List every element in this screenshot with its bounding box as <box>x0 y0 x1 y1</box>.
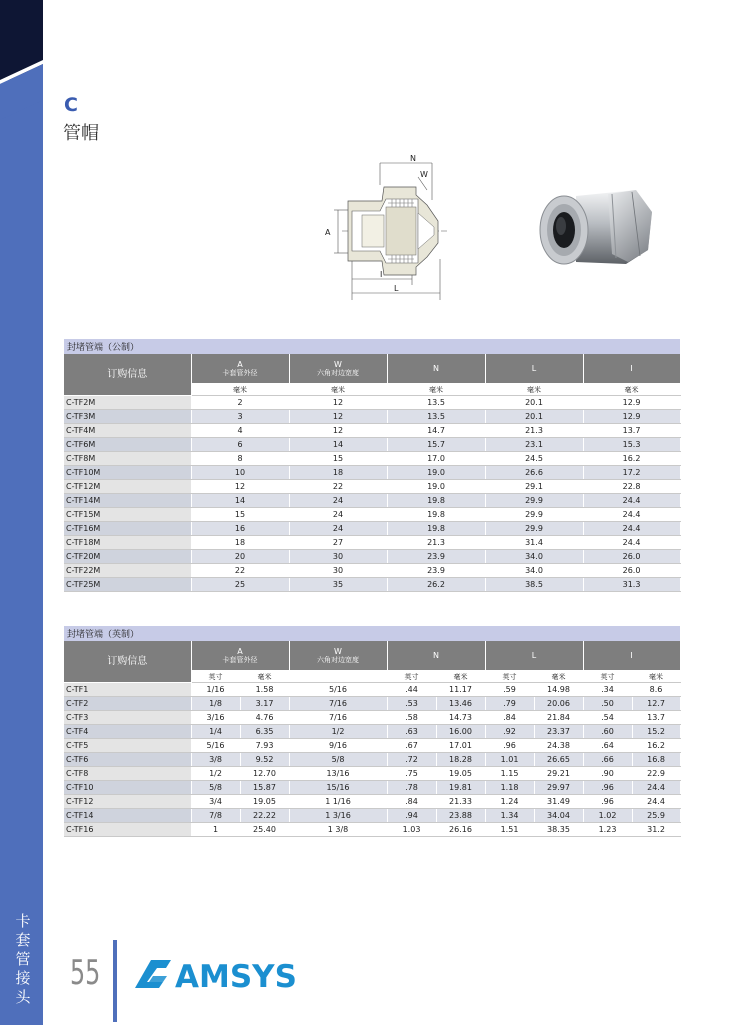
value-cell: 14 <box>191 494 289 508</box>
value-cell: .78 <box>387 781 436 795</box>
table-row <box>64 697 680 711</box>
value-cell: 14.7 <box>387 424 485 438</box>
order-code-cell: C-TF10M <box>64 466 191 480</box>
value-cell: 30 <box>289 550 387 564</box>
order-code-cell: C-TF10 <box>64 781 191 795</box>
value-cell: 19.05 <box>240 795 289 809</box>
value-cell: 19.0 <box>387 480 485 494</box>
value-cell: 24.5 <box>485 452 583 466</box>
value-cell: 6 <box>191 438 289 452</box>
value-cell: 1.01 <box>485 753 534 767</box>
value-cell: 1/2 <box>191 767 240 781</box>
value-cell: 21.3 <box>387 536 485 550</box>
value-cell: 15 <box>191 508 289 522</box>
value-cell: .54 <box>583 711 632 725</box>
logo-mark-icon <box>135 960 171 988</box>
page-number: 55 <box>70 953 101 993</box>
value-cell: .94 <box>387 809 436 823</box>
value-cell: 1.58 <box>240 683 289 697</box>
value-cell: 20 <box>191 550 289 564</box>
unit-cell: 毫米 <box>240 671 289 683</box>
value-cell: 1.24 <box>485 795 534 809</box>
value-cell: 19.8 <box>387 508 485 522</box>
value-cell: 13.7 <box>583 424 680 438</box>
value-cell: 29.9 <box>485 522 583 536</box>
value-cell: 11.17 <box>436 683 485 697</box>
order-code-cell: C-TF16M <box>64 522 191 536</box>
value-cell: 15.87 <box>240 781 289 795</box>
value-cell: 34.04 <box>534 809 583 823</box>
value-cell: 24.4 <box>583 508 680 522</box>
value-cell: 12 <box>289 424 387 438</box>
unit-cell: 英寸 <box>485 671 534 683</box>
metric-order-header: 订购信息 <box>64 354 191 396</box>
value-cell: 8 <box>191 452 289 466</box>
value-cell: 25.9 <box>632 809 680 823</box>
col-w-letter: W <box>334 646 342 656</box>
order-code-cell: C-TF15M <box>64 508 191 522</box>
table-row <box>64 781 680 795</box>
side-label-char: 套 <box>15 931 31 949</box>
value-cell: 12.7 <box>632 697 680 711</box>
value-cell: 13.5 <box>387 396 485 410</box>
section-letter: C <box>64 94 78 116</box>
side-label-char: 头 <box>15 988 31 1006</box>
col-w-desc: 六角对边宽度 <box>317 368 359 377</box>
metric-col-i-header: I <box>583 354 680 384</box>
imperial-col-a-header <box>191 641 289 671</box>
value-cell: .60 <box>583 725 632 739</box>
value-cell: 26.0 <box>583 550 680 564</box>
value-cell: 1.18 <box>485 781 534 795</box>
unit-cell <box>289 671 387 683</box>
value-cell: 4.76 <box>240 711 289 725</box>
imperial-col-n-header: N <box>387 641 485 671</box>
value-cell: .96 <box>583 781 632 795</box>
unit-cell: 英寸 <box>387 671 436 683</box>
table-row <box>64 795 680 809</box>
unit-cell: 毫米 <box>632 671 680 683</box>
value-cell: 38.35 <box>534 823 583 837</box>
value-cell: 17.01 <box>436 739 485 753</box>
value-cell: 29.1 <box>485 480 583 494</box>
value-cell: 5/8 <box>191 781 240 795</box>
value-cell: 1/2 <box>289 725 387 739</box>
value-cell: .64 <box>583 739 632 753</box>
order-code-cell: C-TF6M <box>64 438 191 452</box>
metric-col-l-header: L <box>485 354 583 384</box>
value-cell: 1.03 <box>387 823 436 837</box>
side-band-stripe <box>0 60 43 120</box>
order-code-cell: C-TF3M <box>64 410 191 424</box>
value-cell: .53 <box>387 697 436 711</box>
table-row <box>64 809 680 823</box>
section-title: 管帽 <box>63 123 99 144</box>
value-cell: 17.2 <box>583 466 680 480</box>
value-cell: .34 <box>583 683 632 697</box>
value-cell: 13.7 <box>632 711 680 725</box>
order-code-cell: C-TF16 <box>64 823 191 837</box>
value-cell: .44 <box>387 683 436 697</box>
value-cell: .84 <box>387 795 436 809</box>
value-cell: 5/16 <box>289 683 387 697</box>
value-cell: 1.34 <box>485 809 534 823</box>
value-cell: .59 <box>485 683 534 697</box>
value-cell: 5/8 <box>289 753 387 767</box>
value-cell: 21.84 <box>534 711 583 725</box>
value-cell: 9/16 <box>289 739 387 753</box>
value-cell: 16 <box>191 522 289 536</box>
value-cell: .63 <box>387 725 436 739</box>
order-code-cell: C-TF5 <box>64 739 191 753</box>
unit-cell: 毫米 <box>387 384 485 396</box>
value-cell: 1/8 <box>191 697 240 711</box>
value-cell: 13.46 <box>436 697 485 711</box>
table-row <box>64 725 680 739</box>
value-cell: 12 <box>289 410 387 424</box>
value-cell: 15.3 <box>583 438 680 452</box>
value-cell: 26.6 <box>485 466 583 480</box>
value-cell: 15 <box>289 452 387 466</box>
value-cell: 21.33 <box>436 795 485 809</box>
unit-cell: 英寸 <box>583 671 632 683</box>
value-cell: 24.4 <box>632 781 680 795</box>
value-cell: 20.06 <box>534 697 583 711</box>
metric-col-a-header <box>191 354 289 384</box>
col-a-desc: 卡套管外径 <box>222 368 258 377</box>
imperial-col-i-header: I <box>583 641 680 671</box>
value-cell: 1.02 <box>583 809 632 823</box>
order-code-cell: C-TF8M <box>64 452 191 466</box>
order-code-cell: C-TF25M <box>64 578 191 592</box>
amsys-logo <box>133 958 303 992</box>
value-cell: 13/16 <box>289 767 387 781</box>
value-cell: 14.73 <box>436 711 485 725</box>
value-cell: 22.22 <box>240 809 289 823</box>
value-cell: 1.51 <box>485 823 534 837</box>
order-code-cell: C-TF20M <box>64 550 191 564</box>
value-cell: 23.1 <box>485 438 583 452</box>
imperial-col-l-header: L <box>485 641 583 671</box>
table-row <box>64 522 680 536</box>
value-cell: 1 1/16 <box>289 795 387 809</box>
table-row <box>64 536 680 550</box>
value-cell: 7/16 <box>289 711 387 725</box>
value-cell: 19.81 <box>436 781 485 795</box>
unit-cell: 毫米 <box>485 384 583 396</box>
value-cell: .84 <box>485 711 534 725</box>
table-row <box>64 424 680 438</box>
value-cell: 31.4 <box>485 536 583 550</box>
dim-label-a: A <box>325 228 331 237</box>
value-cell: 26.0 <box>583 564 680 578</box>
value-cell: 12 <box>289 396 387 410</box>
logo-brand-text: AMSYS <box>175 959 297 992</box>
order-code-cell: C-TF2M <box>64 396 191 410</box>
value-cell: 10 <box>191 466 289 480</box>
col-w-desc: 六角对边宽度 <box>317 655 359 664</box>
order-code-cell: C-TF12 <box>64 795 191 809</box>
value-cell: 1.15 <box>485 767 534 781</box>
imperial-spec-table <box>64 626 681 837</box>
value-cell: 22.9 <box>632 767 680 781</box>
value-cell: .92 <box>485 725 534 739</box>
table-row <box>64 711 680 725</box>
value-cell: 30 <box>289 564 387 578</box>
col-w-letter: W <box>334 359 342 369</box>
value-cell: 24 <box>289 508 387 522</box>
value-cell: 1 3/8 <box>289 823 387 837</box>
imperial-table-caption: 封堵管端（英制） <box>64 626 680 641</box>
value-cell: 24 <box>289 522 387 536</box>
dim-label-n: N <box>410 155 416 163</box>
value-cell: 14 <box>289 438 387 452</box>
imperial-col-w-header <box>289 641 387 671</box>
value-cell: 34.0 <box>485 564 583 578</box>
value-cell: 29.97 <box>534 781 583 795</box>
value-cell: 20.1 <box>485 396 583 410</box>
value-cell: 29.9 <box>485 494 583 508</box>
value-cell: 8.6 <box>632 683 680 697</box>
value-cell: 15/16 <box>289 781 387 795</box>
value-cell: 23.9 <box>387 564 485 578</box>
side-label-char: 管 <box>15 950 31 968</box>
unit-cell: 毫米 <box>191 384 289 396</box>
value-cell: 12.9 <box>583 410 680 424</box>
side-label-char: 卡 <box>15 912 31 930</box>
order-code-cell: C-TF1 <box>64 683 191 697</box>
order-code-cell: C-TF18M <box>64 536 191 550</box>
table-row <box>64 438 680 452</box>
value-cell: .96 <box>485 739 534 753</box>
value-cell: 22 <box>191 564 289 578</box>
table-row <box>64 767 680 781</box>
value-cell: 25.40 <box>240 823 289 837</box>
unit-cell: 英寸 <box>191 671 240 683</box>
value-cell: 2 <box>191 396 289 410</box>
side-label <box>12 912 34 1007</box>
value-cell: .50 <box>583 697 632 711</box>
side-label-char: 接 <box>15 969 31 987</box>
value-cell: 16.2 <box>632 739 680 753</box>
order-code-cell: C-TF12M <box>64 480 191 494</box>
value-cell: 22.8 <box>583 480 680 494</box>
value-cell: 3 <box>191 410 289 424</box>
metric-spec-table <box>64 339 681 592</box>
col-a-letter: A <box>237 359 243 369</box>
value-cell: 13.5 <box>387 410 485 424</box>
col-a-desc: 卡套管外径 <box>222 655 258 664</box>
value-cell: 35 <box>289 578 387 592</box>
value-cell: 24.4 <box>583 522 680 536</box>
value-cell: 23.37 <box>534 725 583 739</box>
value-cell: .58 <box>387 711 436 725</box>
value-cell: 15.2 <box>632 725 680 739</box>
value-cell: 31.2 <box>632 823 680 837</box>
cap-dimension-drawing <box>322 155 457 305</box>
metric-table-caption: 封堵管端（公制） <box>64 339 680 354</box>
value-cell: 23.88 <box>436 809 485 823</box>
value-cell: 26.16 <box>436 823 485 837</box>
value-cell: 3.17 <box>240 697 289 711</box>
value-cell: 18 <box>191 536 289 550</box>
value-cell: 3/4 <box>191 795 240 809</box>
dim-label-i: I <box>380 270 383 279</box>
value-cell: 7/8 <box>191 809 240 823</box>
table-row <box>64 480 680 494</box>
table-row <box>64 410 680 424</box>
value-cell: 38.5 <box>485 578 583 592</box>
value-cell: 9.52 <box>240 753 289 767</box>
order-code-cell: C-TF3 <box>64 711 191 725</box>
order-code-cell: C-TF4 <box>64 725 191 739</box>
table-row <box>64 508 680 522</box>
value-cell: 7.93 <box>240 739 289 753</box>
value-cell: .67 <box>387 739 436 753</box>
side-band <box>0 0 43 1025</box>
value-cell: 34.0 <box>485 550 583 564</box>
value-cell: 24 <box>289 494 387 508</box>
cap-product-photo <box>536 182 654 274</box>
value-cell: 26.2 <box>387 578 485 592</box>
value-cell: 18 <box>289 466 387 480</box>
imperial-order-header: 订购信息 <box>64 641 191 683</box>
value-cell: 17.0 <box>387 452 485 466</box>
table-row <box>64 466 680 480</box>
value-cell: .75 <box>387 767 436 781</box>
table-row <box>64 739 680 753</box>
table-row <box>64 550 680 564</box>
value-cell: 23.9 <box>387 550 485 564</box>
order-code-cell: C-TF14M <box>64 494 191 508</box>
table-row <box>64 683 680 697</box>
value-cell: 12.70 <box>240 767 289 781</box>
order-code-cell: C-TF8 <box>64 767 191 781</box>
value-cell: 14.98 <box>534 683 583 697</box>
value-cell: 31.49 <box>534 795 583 809</box>
unit-cell: 毫米 <box>534 671 583 683</box>
value-cell: 27 <box>289 536 387 550</box>
table-row <box>64 753 680 767</box>
value-cell: 29.9 <box>485 508 583 522</box>
value-cell: .66 <box>583 753 632 767</box>
order-code-cell: C-TF6 <box>64 753 191 767</box>
value-cell: 12 <box>191 480 289 494</box>
value-cell: 4 <box>191 424 289 438</box>
value-cell: 16.8 <box>632 753 680 767</box>
col-a-letter: A <box>237 646 243 656</box>
value-cell: 21.3 <box>485 424 583 438</box>
value-cell: 20.1 <box>485 410 583 424</box>
value-cell: 22 <box>289 480 387 494</box>
metric-col-w-header <box>289 354 387 384</box>
value-cell: 1/16 <box>191 683 240 697</box>
value-cell: 19.05 <box>436 767 485 781</box>
value-cell: 1 3/16 <box>289 809 387 823</box>
value-cell: 16.00 <box>436 725 485 739</box>
unit-cell: 毫米 <box>583 384 680 396</box>
value-cell: 16.2 <box>583 452 680 466</box>
value-cell: 12.9 <box>583 396 680 410</box>
table-row <box>64 396 680 410</box>
table-row <box>64 452 680 466</box>
unit-cell: 毫米 <box>289 384 387 396</box>
order-code-cell: C-TF14 <box>64 809 191 823</box>
value-cell: .96 <box>583 795 632 809</box>
value-cell: .79 <box>485 697 534 711</box>
value-cell: 3/16 <box>191 711 240 725</box>
value-cell: 19.0 <box>387 466 485 480</box>
table-row <box>64 823 680 837</box>
unit-cell: 毫米 <box>436 671 485 683</box>
value-cell: 1 <box>191 823 240 837</box>
value-cell: .72 <box>387 753 436 767</box>
table-row <box>64 578 680 592</box>
table-row <box>64 494 680 508</box>
dim-label-w: W <box>420 170 428 179</box>
dim-label-l: L <box>394 284 399 293</box>
value-cell: 6.35 <box>240 725 289 739</box>
value-cell: 15.7 <box>387 438 485 452</box>
table-row <box>64 564 680 578</box>
value-cell: 5/16 <box>191 739 240 753</box>
value-cell: 24.4 <box>583 536 680 550</box>
value-cell: 29.21 <box>534 767 583 781</box>
page-number-divider <box>113 940 117 1022</box>
value-cell: 25 <box>191 578 289 592</box>
value-cell: 3/8 <box>191 753 240 767</box>
value-cell: 18.28 <box>436 753 485 767</box>
order-code-cell: C-TF4M <box>64 424 191 438</box>
value-cell: 1/4 <box>191 725 240 739</box>
value-cell: .90 <box>583 767 632 781</box>
value-cell: 31.3 <box>583 578 680 592</box>
metric-col-n-header: N <box>387 354 485 384</box>
order-code-cell: C-TF2 <box>64 697 191 711</box>
value-cell: 24.38 <box>534 739 583 753</box>
value-cell: 7/16 <box>289 697 387 711</box>
value-cell: 24.4 <box>583 494 680 508</box>
value-cell: 19.8 <box>387 522 485 536</box>
value-cell: 1.23 <box>583 823 632 837</box>
order-code-cell: C-TF22M <box>64 564 191 578</box>
value-cell: 19.8 <box>387 494 485 508</box>
value-cell: 24.4 <box>632 795 680 809</box>
value-cell: 26.65 <box>534 753 583 767</box>
